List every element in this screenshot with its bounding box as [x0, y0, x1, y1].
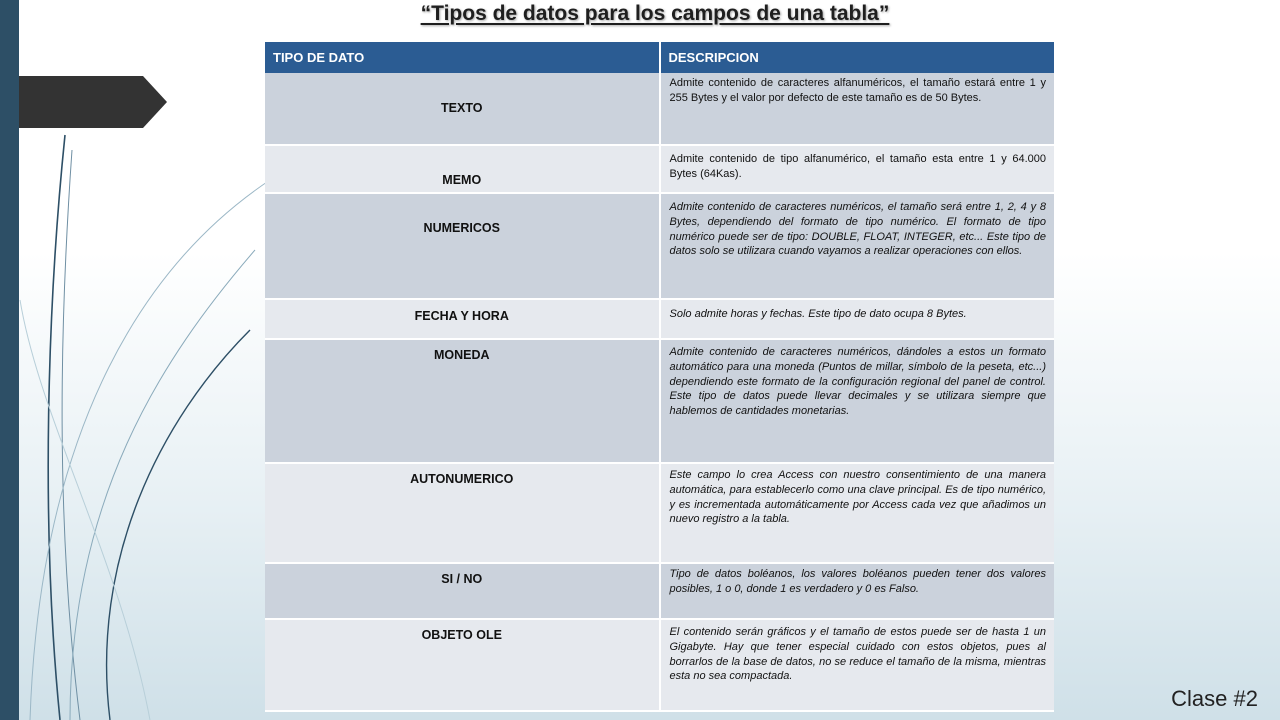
row-description: Admite contenido de tipo alfanumérico, el tamaño esta entre 1 y 64.000 Bytes (64Kas).: [660, 145, 1055, 193]
header-tipo-de-dato: TIPO DE DATO: [265, 42, 660, 73]
row-type: NUMERICOS: [265, 193, 660, 299]
table-row: [265, 619, 1054, 711]
row-type: TEXTO: [265, 73, 660, 145]
table-row: [265, 193, 1054, 299]
title-tab-shape: [19, 76, 167, 128]
page-title: “Tipos de datos para los campos de una tabla”: [420, 2, 890, 25]
row-type: FECHA Y HORA: [265, 299, 660, 339]
row-type: MONEDA: [265, 339, 660, 463]
row-description: Este campo lo crea Access con nuestro consentimiento de una manera automática, para establecerlo como una clave principal. Es de tipo numérico, y es incrementada automáticamente por Access cada vez que añadimos un nuevo registro a la tabla.: [660, 463, 1055, 563]
table-row: [265, 73, 1054, 145]
row-description: Admite contenido de caracteres alfanuméricos, el tamaño estará entre 1 y 255 Bytes y el valor por defecto de este tamaño es de 50 Bytes.: [660, 73, 1055, 145]
row-description: Tipo de datos boléanos, los valores boléanos pueden tener dos valores posibles, 1 o 0, donde 1 es verdadero y 0 es Falso.: [660, 563, 1055, 619]
table-row: [265, 563, 1054, 619]
row-description: El contenido serán gráficos y el tamaño de estos puede ser de hasta 1 un Gigabyte. Hay que tener especial cuidado con estos objetos, pues al borrarlos de la base de datos, no se reduce el tamaño de la misma, mientras esta no sea compactada.: [660, 619, 1055, 711]
row-type: OBJETO OLE: [265, 619, 660, 711]
table-row: [265, 145, 1054, 193]
table-header-row: [265, 42, 1054, 73]
table-row: [265, 299, 1054, 339]
table-row: [265, 463, 1054, 563]
class-label: Clase #2: [1171, 686, 1258, 711]
row-type: MEMO: [265, 145, 660, 193]
row-type: SI / NO: [265, 563, 660, 619]
row-type: AUTONUMERICO: [265, 463, 660, 563]
row-description: Admite contenido de caracteres numéricos, dándoles a estos un formato automático para una moneda (Puntos de millar, símbolo de la peseta, etc...) dependiendo este formato de la configuración regional del panel de control. Este tipo de datos puede llevar decimales y se utilizara siempre que hablemos de cantidades monetarias.: [660, 339, 1055, 463]
data-types-table-container: [265, 42, 1054, 712]
row-description: Admite contenido de caracteres numéricos, el tamaño será entre 1, 2, 4 y 8 Bytes, dependiendo del formato de tipo numérico. El formato de tipo numérico puede ser de tipo: DOUBLE, FLOAT, INTEGER, etc... Este tipo de datos solo se utilizara cuando vayamos a realizar operaciones con ellos.: [660, 193, 1055, 299]
header-descripcion: DESCRIPCION: [660, 42, 1055, 73]
table-row: [265, 339, 1054, 463]
row-description: Solo admite horas y fechas. Este tipo de dato ocupa 8 Bytes.: [660, 299, 1055, 339]
data-types-table: [265, 42, 1054, 712]
